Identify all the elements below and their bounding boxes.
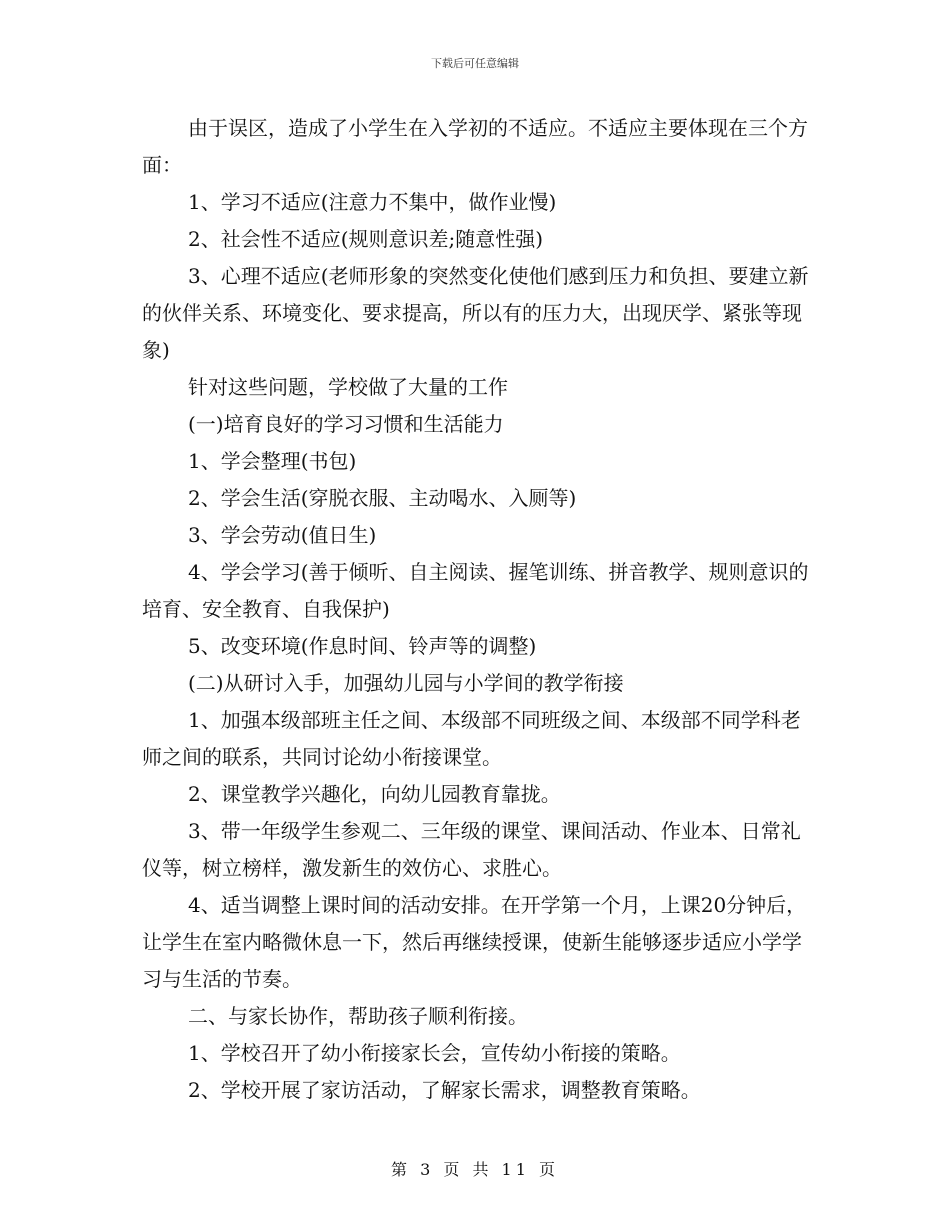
document-body <box>142 110 812 1109</box>
paragraph: 4、学会学习(善于倾听、自主阅读、握笔训练、拼音教学、规则意识的培育、安全教育、自我保护) <box>142 560 809 621</box>
paragraph: 2、学会生活(穿脱衣服、主动喝水、入厕等) <box>188 486 577 510</box>
paragraph: 2、学校开展了家访活动，了解家长需求，调整教育策略。 <box>188 1078 701 1102</box>
paragraph: 2、社会性不适应(规则意识差;随意性强) <box>188 227 544 251</box>
paragraph: 5、改变环境(作息时间、铃声等的调整) <box>188 634 537 658</box>
paragraph: 3、学会劳动(值日生) <box>188 523 377 547</box>
paragraph: 2、课堂教学兴趣化，向幼儿园教育靠拢。 <box>188 782 561 806</box>
paragraph: 3、心理不适应(老师形象的突然变化使他们感到压力和负担、要建立新的伙伴关系、环境变化、要求提高，所以有的压力大，出现厌学、紧张等现象) <box>142 264 809 362</box>
paragraph: 1、学会整理(书包) <box>188 449 357 473</box>
paragraph: 1、加强本级部班主任之间、本级部不同班级之间、本级部不同学科老师之间的联系，共同讨论幼小衔接课堂。 <box>142 708 801 769</box>
paragraph: 4、适当调整上课时间的活动安排。在开学第一个月，上课20分钟后，让学生在室内略微休息一下，然后再继续授课，使新生能够逐步适应小学学习与生活的节奏。 <box>142 893 807 991</box>
paragraph: 1、学习不适应(注意力不集中，做作业慢) <box>188 190 557 214</box>
section-heading: (一)培育良好的学习习惯和生活能力 <box>188 412 504 436</box>
section-heading: (二)从研讨入手，加强幼儿园与小学间的教学衔接 <box>188 671 624 695</box>
section-heading: 二、与家长协作，帮助孩子顺利衔接。 <box>188 1004 528 1028</box>
paragraph: 由于误区，造成了小学生在入学初的不适应。不适应主要体现在三个方面： <box>142 116 808 177</box>
page-number-footer: 第 3 页 共 11 页 <box>391 1160 559 1179</box>
paragraph: 3、带一年级学生参观二、三年级的课堂、课间活动、作业本、日常礼仪等，树立榜样，激发新生的效仿心、求胜心。 <box>142 819 801 880</box>
header-note: 下载后可任意编辑 <box>431 57 519 70</box>
paragraph: 针对这些问题，学校做了大量的工作 <box>188 375 508 399</box>
paragraph: 1、学校召开了幼小衔接家长会，宣传幼小衔接的策略。 <box>188 1041 681 1065</box>
